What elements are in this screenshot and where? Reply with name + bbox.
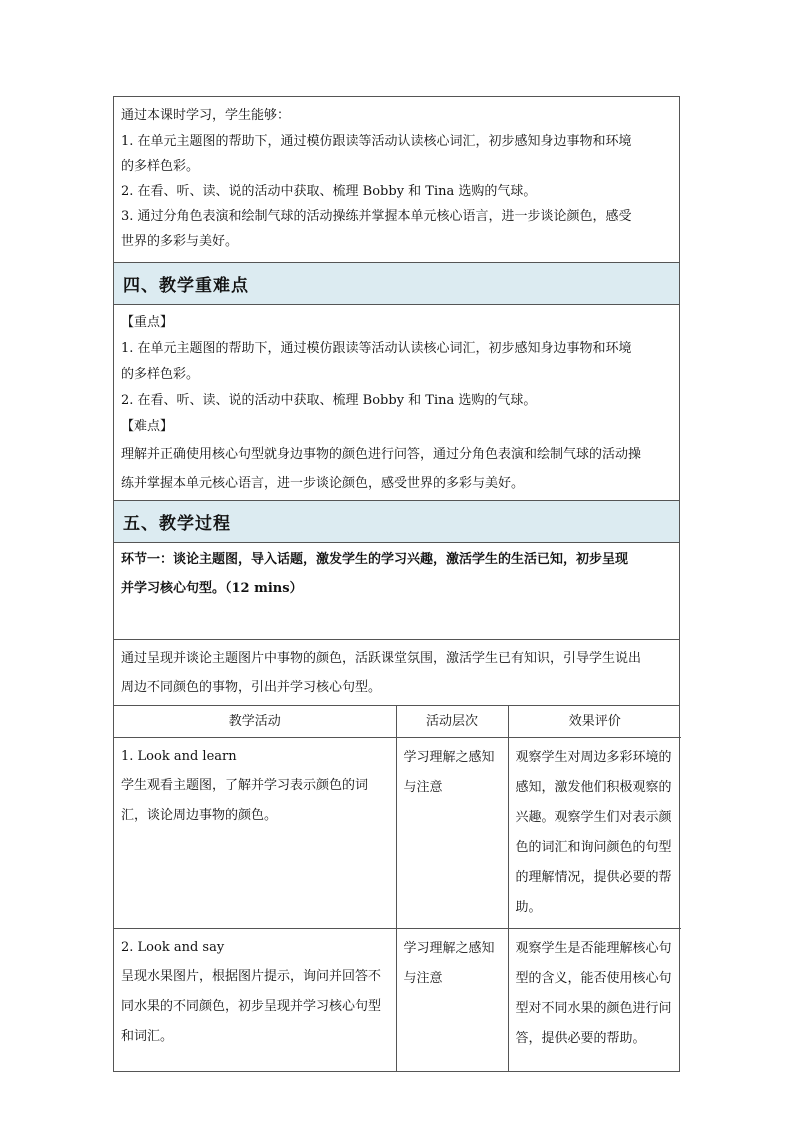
table-header-row [114,706,681,738]
activity-title: 2. Look and say [121,940,225,955]
intro-line: 周边不同颜色的事物，引出并学习核心句型。 [121,680,382,695]
activity-cell [114,929,396,1071]
header-activity: 教学活动 [114,706,396,738]
header-level: 活动层次 [396,706,508,738]
objective-line: 3. 通过分角色表演和绘制气球的活动操练并掌握本单元核心语言，进一步谈论颜色，感受 [121,209,632,224]
objectives-section [114,97,679,263]
table-row [114,738,681,929]
evaluation-cell [508,929,681,1071]
stage-line: 并学习核心句型。（12 mins） [121,581,303,596]
objective-line: 1. 在单元主题图的帮助下，通过模仿跟读等活动认读核心词汇，初步感知身边事物和环境 [121,134,632,149]
difficult-line: 练并掌握本单元核心语言，进一步谈论颜色，感受世界的多彩与美好。 [121,476,525,491]
key-line: 的多样色彩。 [121,367,200,382]
stage-one-section [114,543,679,640]
objective-line: 的多样色彩。 [121,159,200,174]
activity-level: 学习理解之感知与注意 [403,750,495,795]
intro-line: 通过呈现并谈论主题图片中事物的颜色，活跃课堂氛围，激活学生已有知识，引导学生说出 [121,651,642,666]
activity-desc: 呈现水果图片，根据图片提示，询问并回答不同水果的不同颜色，初步呈现并学习核心句型和词汇。 [121,969,382,1044]
section-header-process: 五、教学过程 [114,501,679,543]
table-row [114,929,681,1071]
activity-cell [114,738,396,929]
header-evaluation: 效果评价 [568,714,621,729]
difficult-line: 理解并正确使用核心句型就身边事物的颜色进行问答，通过分角色表演和绘制气球的活动操 [121,447,642,462]
activity-desc: 学生观看主题图，了解并学习表示颜色的词汇，谈论周边事物的颜色。 [121,778,369,823]
level-cell [396,929,508,1071]
objective-line: 世界的多彩与美好。 [121,234,239,249]
activity-evaluation: 观察学生是否能理解核心句型的含义，能否使用核心句型对不同水果的颜色进行问答，提供必要的帮助。 [515,941,672,1046]
activity-level: 学习理解之感知与注意 [403,941,495,986]
key-line: 2. 在看、听、读、说的活动中获取、梳理 Bobby 和 Tina 选购的气球。 [121,393,537,408]
activity-evaluation: 观察学生对周边多彩环境的感知，激发他们积极观察的兴趣。观察学生们对表示颜色的词汇和询问颜色的句型的理解情况，提供必要的帮助。 [515,750,672,915]
activities-section [114,706,679,1071]
activity-title: 1. Look and learn [121,749,237,764]
stage-line: 环节一：谈论主题图，导入话题，激发学生的学习兴趣，激活学生的生活已知，初步呈现 [121,552,629,567]
level-cell [396,738,508,929]
objective-line: 2. 在看、听、读、说的活动中获取、梳理 Bobby 和 Tina 选购的气球。 [121,184,537,199]
difficult-label: 【难点】 [121,419,174,434]
key-label: 【重点】 [121,315,174,330]
lesson-plan-table [113,96,680,1072]
stage-intro-section [114,640,679,706]
key-line: 1. 在单元主题图的帮助下，通过模仿跟读等活动认读核心词汇，初步感知身边事物和环境 [121,341,632,356]
objectives-intro: 通过本课时学习，学生能够： [121,108,291,123]
section-header-key-points: 四、教学重难点 [114,263,679,305]
evaluation-cell [508,738,681,929]
key-points-section [114,305,679,501]
activities-table [114,706,681,1071]
